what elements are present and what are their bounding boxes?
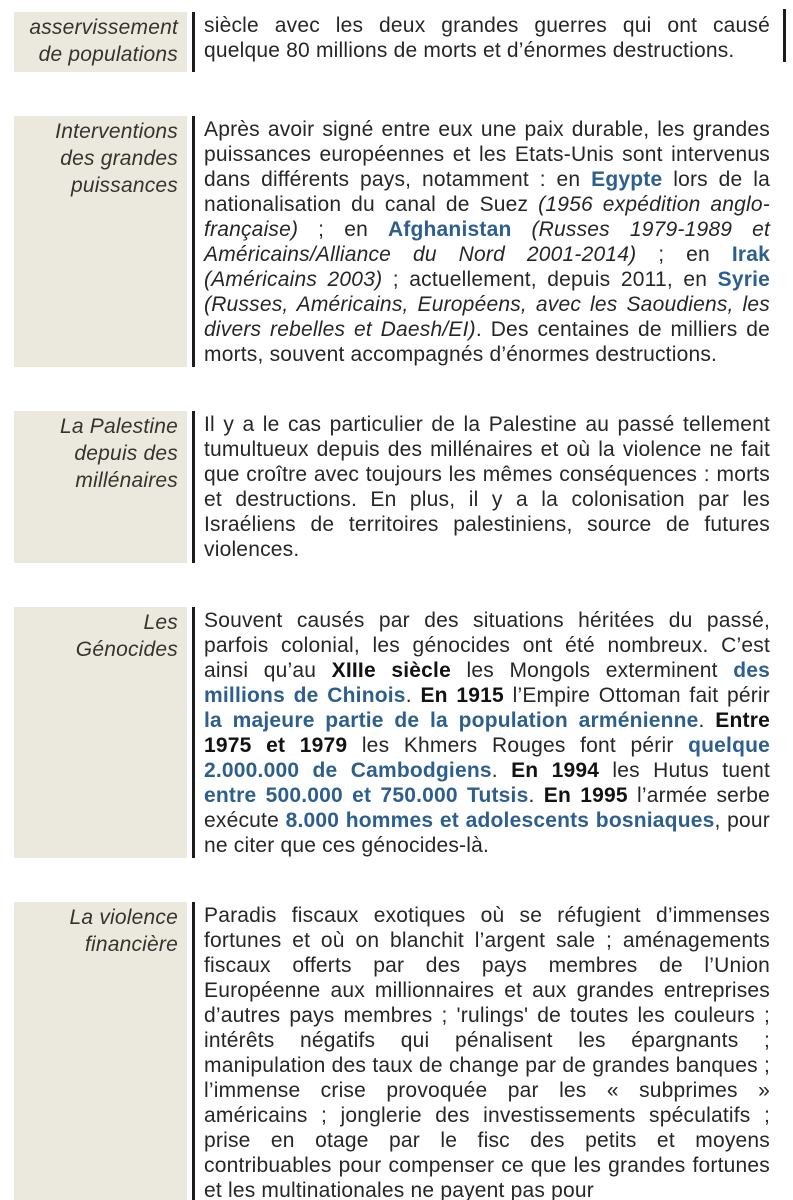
section-heading-text: [18, 118, 178, 199]
text-run-normal: .: [528, 784, 544, 807]
section-paragraph: [195, 411, 770, 563]
section-heading-line: depuis des: [74, 442, 178, 465]
text-run-normal: les Khmers Rouges font périr: [347, 734, 689, 757]
text-run-normal: .: [405, 684, 421, 707]
text-run-normal: .: [698, 709, 716, 732]
text-run-boldblue: entre 500.000 et 750.000 Tutsis: [204, 784, 529, 807]
text-run-boldblue: Syrie: [717, 268, 770, 291]
text-run-boldblue: Egypte: [591, 168, 663, 191]
section-heading-line: Génocides: [75, 638, 178, 661]
section-paragraph: [195, 607, 770, 858]
section-heading-line: puissances: [70, 174, 178, 197]
section-heading-text: [18, 904, 178, 958]
section-row: [14, 902, 770, 1200]
text-run-boldblue: Irak: [731, 243, 770, 266]
text-run-boldblue: quelque 2.000.000 de Cambodgiens: [204, 734, 770, 782]
text-run-normal: . Des centaines de milliers de morts, souvent accompagnés d’énormes destructions.: [204, 318, 770, 366]
text-run-italic: (1956 expédition anglo-française): [204, 193, 770, 241]
section-heading-cell: [14, 116, 187, 367]
section-heading-line: de populations: [38, 43, 178, 66]
section-paragraph: [195, 12, 770, 72]
section-heading-line: Interventions: [55, 120, 178, 143]
section-heading-line: asservissement: [29, 16, 178, 39]
section-paragraph: [195, 902, 770, 1200]
text-run-normal: , pour ne citer que ces génocides-là.: [204, 809, 770, 857]
text-run-boldblue: Afghanistan: [387, 218, 512, 241]
text-run-italic: (Russes, Américains, Européens, avec les Saoudiens, les divers rebelles et Daesh/EI): [204, 293, 770, 341]
text-run-bold: En 1995: [543, 784, 628, 807]
text-run-normal: ; en: [298, 218, 388, 241]
text-run-normal: les Mongols exterminent: [450, 659, 734, 682]
text-run-normal: ; actuellement, depuis 2011, en: [382, 268, 718, 291]
text-run-normal: Paradis fiscaux exotiques où se réfugient d’immenses fortunes et où on blanchit l’argent sale ; aménagements fiscaux offerts par des pays membres de l’Union Européenne aux millionnaires et aux grandes entreprises d’autres pays membres ; 'rulings' de toutes les couleurs ; intérêts négatifs qui pénalisent les épargnants ; manipulation des taux de change par de grandes banques ; l’immense crise provoquée par les « subprimes » américains ; jonglerie des investissements spéculatifs ; prise en otage par le fisc des petits et moyens contribuables pour compenser ce que les grandes fortunes et les multinationales ne payent pas pour: [204, 904, 770, 1200]
text-run-normal: Après avoir signé entre eux une paix durable, les grandes puissances européennes et les Etats-Unis sont intervenus dans différents pays, notamment : en: [204, 118, 770, 191]
section-heading-line: La Palestine: [60, 415, 178, 438]
section-heading-text: [18, 609, 178, 663]
section-row: [14, 12, 770, 72]
section-heading-cell: [14, 411, 187, 563]
section-heading-line: des grandes: [60, 147, 178, 170]
text-run-normal: Il y a le cas particulier de la Palestine au passé tellement tumultueux depuis des millénaires et où la violence ne fait que croître avec toujours les mêmes conséquences : morts et destructions. En plus, il y a la colonisation par les Israéliens de territoires palestiniens, source de futures violences.: [204, 413, 770, 561]
section-row: [14, 411, 770, 563]
section-heading-text: [18, 413, 178, 494]
text-run-normal: l’Empire Ottoman fait périr: [503, 684, 770, 707]
section-heading-cell: [14, 902, 187, 1200]
text-run-italic: (Américains 2003): [204, 268, 383, 291]
text-run-italic: (Russes 1979-1989 et Américains/Alliance du Nord 2001-2014): [204, 218, 770, 266]
text-run-normal: Souvent causés par des situations héritées du passé, parfois colonial, les génocides ont été nombreux. C’est ainsi qu’au: [204, 609, 770, 682]
section-paragraph: [195, 116, 770, 367]
text-run-bold: En 1915: [420, 684, 504, 707]
text-run-boldblue: la majeure partie de la population arménienne: [204, 709, 699, 732]
section-heading-text: [18, 14, 178, 68]
section-heading-line: financière: [84, 933, 178, 956]
section-heading-line: La violence: [69, 906, 178, 929]
section-heading-line: millénaires: [75, 469, 178, 492]
text-run-bold: En 1994: [511, 759, 600, 782]
page-edge-rule: [783, 9, 786, 62]
text-run-normal: [511, 218, 531, 241]
text-run-bold: Entre 1975 et 1979: [204, 709, 770, 757]
section-heading-line: Les: [143, 611, 178, 634]
section-heading-cell: [14, 12, 187, 72]
text-run-normal: ; en: [636, 243, 732, 266]
text-run-normal: les Hutus tuent: [599, 759, 770, 782]
text-run-normal: l’armée serbe exécute: [204, 784, 771, 832]
text-run-boldblue: des millions de Chinois: [204, 659, 770, 707]
section-row: [14, 116, 770, 367]
text-run-bold: XIIIe siècle: [331, 659, 451, 682]
text-run-boldblue: 8.000 hommes et adolescents bosniaques: [285, 809, 715, 832]
section-heading-cell: [14, 607, 187, 858]
text-run-normal: siècle avec les deux grandes guerres qui ont causé quelque 80 millions de morts et d’énormes destructions.: [204, 14, 770, 62]
text-run-normal: .: [491, 759, 512, 782]
section-row: [14, 607, 770, 858]
text-run-normal: lors de la nationalisation du canal de Suez: [204, 168, 770, 216]
